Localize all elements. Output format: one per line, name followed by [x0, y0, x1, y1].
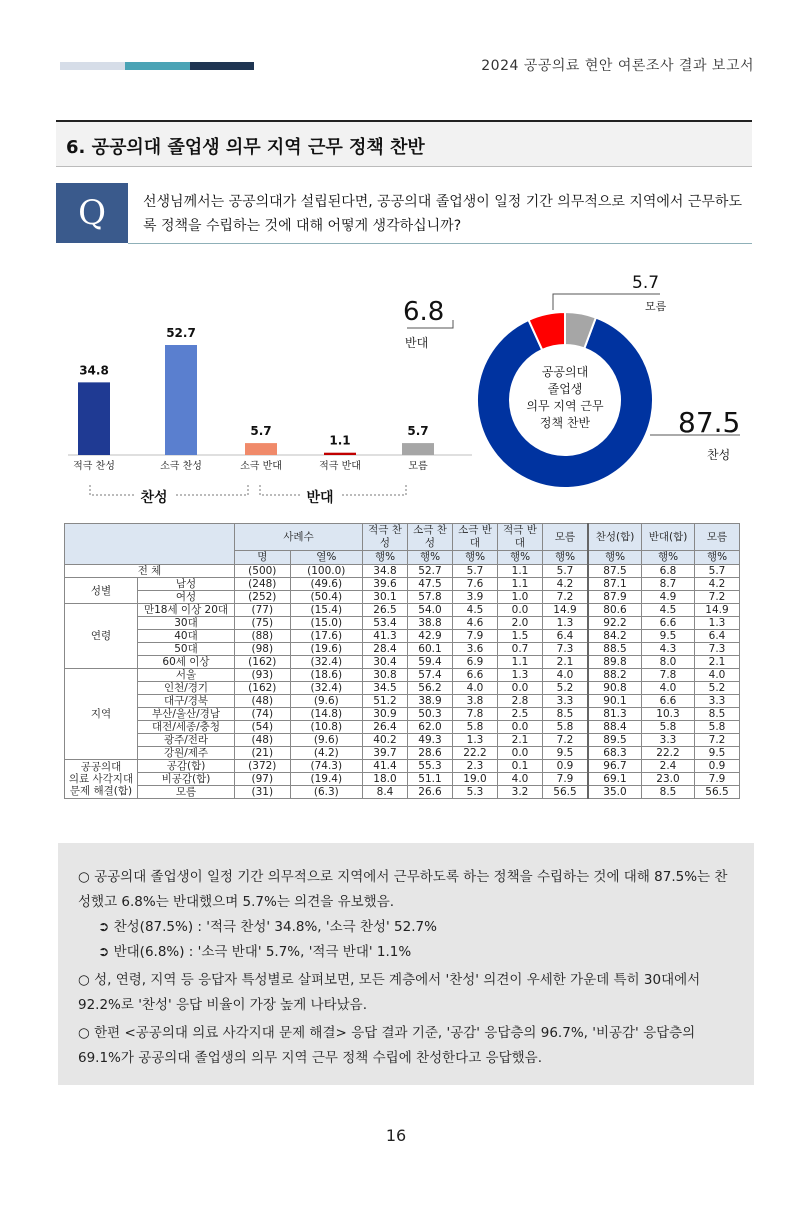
summary-p1-sub2: ➲ 반대(6.8%) : '소극 반대' 5.7%, '적극 반대' 1.1%	[98, 944, 412, 960]
row-label: 광주/전라	[138, 734, 235, 747]
cell-value: 39.6	[363, 578, 408, 591]
cell-n: (162)	[235, 656, 291, 669]
cell-value: 87.1	[588, 578, 642, 591]
cell-value: 5.8	[695, 721, 740, 734]
cell-n: (48)	[235, 734, 291, 747]
cell-pct: (6.3)	[290, 786, 362, 799]
table-row	[65, 591, 740, 604]
cell-value: 10.3	[642, 708, 695, 721]
cell-value: 22.2	[642, 747, 695, 760]
cell-n: (54)	[235, 721, 291, 734]
row-label: 남성	[138, 578, 235, 591]
unit-0: 명	[235, 551, 291, 565]
cell-value: 18.0	[363, 773, 408, 786]
cell-pct: (100.0)	[290, 565, 362, 578]
cell-value: 8.5	[642, 786, 695, 799]
cell-value: 92.2	[588, 617, 642, 630]
bar	[245, 443, 277, 455]
table-corner	[65, 524, 235, 565]
cell-value: 5.8	[453, 721, 498, 734]
cell-value: 26.5	[363, 604, 408, 617]
slice-label-favor: 찬성	[707, 448, 731, 462]
row-label: 50대	[138, 643, 235, 656]
cell-pct: (18.6)	[290, 669, 362, 682]
cell-value: 0.1	[498, 760, 543, 773]
cell-value: 53.4	[363, 617, 408, 630]
cell-pct: (4.2)	[290, 747, 362, 760]
bar-value-label: 5.7	[407, 424, 429, 439]
cell-value: 7.9	[453, 630, 498, 643]
cell-value: 59.4	[408, 656, 453, 669]
row-label: 60세 이상	[138, 656, 235, 669]
cell-value: 2.1	[695, 656, 740, 669]
cell-value: 87.9	[588, 591, 642, 604]
cell-value: 55.3	[408, 760, 453, 773]
results-table	[64, 523, 740, 799]
donut-center-label	[526, 364, 604, 430]
header-col-2: 소극 반대	[453, 524, 498, 551]
cell-n: (97)	[235, 773, 291, 786]
cell-n: (88)	[235, 630, 291, 643]
cell-value: 4.9	[642, 591, 695, 604]
slice-label-unknown: 모름	[645, 300, 667, 313]
unit-3: 행%	[408, 551, 453, 565]
table-row	[65, 604, 740, 617]
cell-n: (74)	[235, 708, 291, 721]
unit-2: 행%	[363, 551, 408, 565]
header-bar-light	[60, 62, 125, 70]
header-sample: 사례수	[235, 524, 363, 551]
cell-n: (500)	[235, 565, 291, 578]
cell-value: 0.0	[498, 682, 543, 695]
bar-category-label: 모름	[408, 461, 428, 472]
cell-value: 4.0	[695, 669, 740, 682]
cell-pct: (74.3)	[290, 760, 362, 773]
table-row	[65, 656, 740, 669]
table-row	[65, 747, 740, 760]
cell-value: 89.8	[588, 656, 642, 669]
cell-value: 60.1	[408, 643, 453, 656]
cell-value: 6.9	[453, 656, 498, 669]
cell-value: 4.0	[543, 669, 589, 682]
table-row	[65, 565, 740, 578]
cell-pct: (10.8)	[290, 721, 362, 734]
section-title-box	[56, 120, 752, 167]
header-col-5: 찬성(합)	[588, 524, 642, 551]
cell-value: 89.5	[588, 734, 642, 747]
row-group-line: 문제 해결(합)	[69, 785, 133, 797]
cell-value: 62.0	[408, 721, 453, 734]
table-row	[65, 721, 740, 734]
cell-value: 1.0	[498, 591, 543, 604]
cell-value: 0.0	[498, 604, 543, 617]
cell-value: 41.3	[363, 630, 408, 643]
cell-value: 1.3	[453, 734, 498, 747]
cell-value: 57.8	[408, 591, 453, 604]
cell-value: 87.5	[588, 565, 642, 578]
cell-pct: (32.4)	[290, 656, 362, 669]
slice-value-oppose: 6.8	[403, 297, 445, 327]
cell-value: 1.1	[498, 578, 543, 591]
cell-value: 1.1	[498, 656, 543, 669]
cell-value: 5.7	[453, 565, 498, 578]
cell-value: 1.3	[498, 669, 543, 682]
cell-value: 19.0	[453, 773, 498, 786]
cell-value: 0.7	[498, 643, 543, 656]
cell-value: 6.6	[642, 695, 695, 708]
bar-category-label: 적극 반대	[319, 461, 361, 472]
cell-value: 5.8	[543, 721, 589, 734]
cell-value: 28.6	[408, 747, 453, 760]
cell-value: 1.3	[543, 617, 589, 630]
header-col-1: 소극 찬성	[408, 524, 453, 551]
cell-value: 0.9	[543, 760, 589, 773]
cell-value: 88.5	[588, 643, 642, 656]
summary-box	[58, 843, 754, 1085]
cell-value: 2.8	[498, 695, 543, 708]
cell-value: 4.3	[642, 643, 695, 656]
unit-9: 행%	[695, 551, 740, 565]
cell-pct: (50.4)	[290, 591, 362, 604]
cell-value: 5.7	[695, 565, 740, 578]
cell-value: 28.4	[363, 643, 408, 656]
cell-value: 90.1	[588, 695, 642, 708]
row-label: 만18세 이상 20대	[138, 604, 235, 617]
cell-n: (31)	[235, 786, 291, 799]
slice-label-oppose: 반대	[405, 336, 429, 350]
cell-value: 2.1	[498, 734, 543, 747]
cell-n: (252)	[235, 591, 291, 604]
unit-1: 열%	[290, 551, 362, 565]
cell-value: 9.5	[695, 747, 740, 760]
cell-value: 7.3	[695, 643, 740, 656]
cell-n: (75)	[235, 617, 291, 630]
cell-value: 4.2	[695, 578, 740, 591]
cell-value: 38.9	[408, 695, 453, 708]
slice-value-unknown: 5.7	[632, 273, 660, 293]
bar	[165, 345, 197, 455]
row-group: 지역	[65, 669, 138, 760]
cell-value: 22.2	[453, 747, 498, 760]
row-label: 대구/경북	[138, 695, 235, 708]
cell-value: 8.7	[642, 578, 695, 591]
bar-value-label: 5.7	[250, 424, 272, 439]
cell-value: 4.2	[543, 578, 589, 591]
cell-n: (21)	[235, 747, 291, 760]
cell-n: (372)	[235, 760, 291, 773]
row-label: 전 체	[65, 565, 235, 578]
row-label: 40대	[138, 630, 235, 643]
cell-value: 5.8	[642, 721, 695, 734]
cell-value: 4.0	[498, 773, 543, 786]
center-line-3: 의무 지역 근무	[526, 399, 604, 413]
row-group-line: 의료 사각지대	[68, 773, 134, 785]
cell-value: 56.2	[408, 682, 453, 695]
row-label: 공감(합)	[138, 760, 235, 773]
cell-value: 40.2	[363, 734, 408, 747]
cell-value: 88.4	[588, 721, 642, 734]
donut-chart	[395, 262, 755, 512]
cell-pct: (17.6)	[290, 630, 362, 643]
cell-value: 1.5	[498, 630, 543, 643]
cell-value: 49.3	[408, 734, 453, 747]
cell-value: 2.3	[453, 760, 498, 773]
cell-value: 4.0	[642, 682, 695, 695]
header-col-7: 모름	[695, 524, 740, 551]
bar-category-label: 소극 반대	[240, 461, 282, 472]
cell-value: 42.9	[408, 630, 453, 643]
cell-value: 57.4	[408, 669, 453, 682]
bar	[324, 453, 356, 455]
cell-value: 7.8	[642, 669, 695, 682]
cell-n: (98)	[235, 643, 291, 656]
cell-value: 51.2	[363, 695, 408, 708]
cell-value: 3.6	[453, 643, 498, 656]
row-group: 성별	[65, 578, 138, 604]
cell-value: 3.8	[453, 695, 498, 708]
cell-value: 3.3	[642, 734, 695, 747]
cell-value: 14.9	[543, 604, 589, 617]
row-label: 비공감(합)	[138, 773, 235, 786]
table-row	[65, 773, 740, 786]
cell-n: (93)	[235, 669, 291, 682]
bar-value-label: 1.1	[329, 433, 351, 448]
cell-value: 80.6	[588, 604, 642, 617]
question-badge: Q	[56, 183, 128, 243]
cell-value: 2.1	[543, 656, 589, 669]
row-group: 연령	[65, 604, 138, 669]
table-row	[65, 708, 740, 721]
cell-value: 5.7	[543, 565, 589, 578]
cell-n: (77)	[235, 604, 291, 617]
summary-p3: ○ 한편 <공공의대 의료 사각지대 문제 해결> 응답 결과 기준, '공감' 응답층의 96.7%, '비공감' 응답층의 69.1%가 공공의대 졸업생의 의무 지역 근무 정책 수립에 찬성한다고 응답했음.	[78, 1025, 696, 1066]
cell-value: 4.5	[642, 604, 695, 617]
unit-4: 행%	[453, 551, 498, 565]
row-label: 강원/제주	[138, 747, 235, 760]
group-label-favor: 찬성	[140, 490, 168, 506]
cell-value: 7.2	[695, 591, 740, 604]
cell-value: 2.4	[642, 760, 695, 773]
table-row	[65, 630, 740, 643]
cell-value: 8.5	[695, 708, 740, 721]
cell-value: 3.9	[453, 591, 498, 604]
cell-n: (162)	[235, 682, 291, 695]
row-label: 부산/울산/경남	[138, 708, 235, 721]
cell-value: 34.5	[363, 682, 408, 695]
cell-value: 7.9	[543, 773, 589, 786]
cell-value: 56.5	[695, 786, 740, 799]
cell-value: 39.7	[363, 747, 408, 760]
cell-value: 14.9	[695, 604, 740, 617]
summary-p2: ○ 성, 연령, 지역 등 응답자 특성별로 살펴보면, 모든 계층에서 '찬성' 의견이 우세한 가운데 특히 30대에서 92.2%로 '찬성' 응답 비율이 가장 높게 나타났음.	[78, 972, 701, 1013]
slice-value-favor: 87.5	[678, 406, 741, 439]
cell-value: 9.5	[642, 630, 695, 643]
cell-value: 7.2	[543, 591, 589, 604]
table-row	[65, 786, 740, 799]
summary-p1-sub1: ➲ 찬성(87.5%) : '적극 찬성' 34.8%, '소극 찬성' 52.7%	[98, 919, 437, 935]
table-row	[65, 578, 740, 591]
cell-value: 30.4	[363, 656, 408, 669]
cell-value: 6.6	[453, 669, 498, 682]
cell-value: 6.6	[642, 617, 695, 630]
center-line-2: 졸업생	[547, 382, 583, 396]
cell-value: 41.4	[363, 760, 408, 773]
question-text: 선생님께서는 공공의대가 설립된다면, 공공의대 졸업생이 일정 기간 의무적으로 지역에서 근무하도록 정책을 수립하는 것에 대해 어떻게 생각하십니까?	[143, 194, 742, 234]
question-underline	[128, 243, 752, 244]
row-label: 30대	[138, 617, 235, 630]
cell-value: 54.0	[408, 604, 453, 617]
cell-pct: (49.6)	[290, 578, 362, 591]
cell-value: 1.1	[498, 565, 543, 578]
table-row	[65, 695, 740, 708]
header-col-3: 적극 반대	[498, 524, 543, 551]
table-row	[65, 669, 740, 682]
header-bar-navy	[190, 62, 254, 70]
cell-value: 26.6	[408, 786, 453, 799]
cell-pct: (9.6)	[290, 734, 362, 747]
cell-value: 81.3	[588, 708, 642, 721]
cell-value: 0.0	[498, 721, 543, 734]
cell-value: 8.4	[363, 786, 408, 799]
center-line-4: 정책 찬반	[539, 416, 591, 430]
cell-value: 3.3	[543, 695, 589, 708]
unit-6: 행%	[543, 551, 589, 565]
cell-value: 84.2	[588, 630, 642, 643]
row-label: 모름	[138, 786, 235, 799]
cell-value: 7.3	[543, 643, 589, 656]
section-title: 6. 공공의대 졸업생 의무 지역 근무 정책 찬반	[66, 137, 425, 158]
bar	[78, 382, 110, 455]
table-row	[65, 617, 740, 630]
row-group-line: 공공의대	[80, 761, 122, 773]
cell-value: 7.6	[453, 578, 498, 591]
cell-value: 90.8	[588, 682, 642, 695]
page-number: 16	[385, 1126, 407, 1145]
cell-pct: (15.0)	[290, 617, 362, 630]
cell-pct: (15.4)	[290, 604, 362, 617]
cell-value: 68.3	[588, 747, 642, 760]
cell-n: (248)	[235, 578, 291, 591]
cell-value: 1.3	[695, 617, 740, 630]
cell-value: 7.9	[695, 773, 740, 786]
cell-pct: (19.4)	[290, 773, 362, 786]
cell-value: 0.9	[695, 760, 740, 773]
cell-value: 30.8	[363, 669, 408, 682]
cell-value: 6.8	[642, 565, 695, 578]
cell-value: 35.0	[588, 786, 642, 799]
cell-value: 34.8	[363, 565, 408, 578]
cell-value: 2.5	[498, 708, 543, 721]
cell-n: (48)	[235, 695, 291, 708]
bar-category-label: 적극 찬성	[73, 461, 115, 472]
cell-value: 8.0	[642, 656, 695, 669]
cell-value: 47.5	[408, 578, 453, 591]
cell-value: 26.4	[363, 721, 408, 734]
unit-7: 행%	[588, 551, 642, 565]
cell-pct: (14.8)	[290, 708, 362, 721]
table-row	[65, 643, 740, 656]
summary-p1: ○ 공공의대 졸업생이 일정 기간 의무적으로 지역에서 근무하도록 하는 정책을 수립하는 것에 대해 87.5%는 찬성했고 6.8%는 반대했으며 5.7%는 의견을 유보했음.	[78, 869, 728, 910]
cell-value: 5.3	[453, 786, 498, 799]
cell-value: 7.2	[695, 734, 740, 747]
cell-value: 5.2	[543, 682, 589, 695]
cell-value: 50.3	[408, 708, 453, 721]
header-col-0: 적극 찬성	[363, 524, 408, 551]
cell-value: 7.8	[453, 708, 498, 721]
cell-value: 52.7	[408, 565, 453, 578]
center-line-1: 공공의대	[541, 365, 589, 379]
table-row	[65, 760, 740, 773]
callout-line-unknown	[553, 294, 660, 310]
cell-value: 30.9	[363, 708, 408, 721]
table-row	[65, 682, 740, 695]
header-col-4: 모름	[543, 524, 589, 551]
cell-value: 51.1	[408, 773, 453, 786]
cell-value: 3.3	[695, 695, 740, 708]
cell-value: 3.2	[498, 786, 543, 799]
row-label: 인천/경기	[138, 682, 235, 695]
cell-value: 4.0	[453, 682, 498, 695]
cell-value: 6.4	[695, 630, 740, 643]
group-label-oppose: 반대	[306, 490, 334, 506]
cell-value: 56.5	[543, 786, 589, 799]
cell-value: 96.7	[588, 760, 642, 773]
row-group	[65, 760, 138, 799]
cell-value: 5.2	[695, 682, 740, 695]
cell-value: 7.2	[543, 734, 589, 747]
header-col-6: 반대(합)	[642, 524, 695, 551]
cell-value: 8.5	[543, 708, 589, 721]
row-label: 서울	[138, 669, 235, 682]
cell-value: 0.0	[498, 747, 543, 760]
unit-5: 행%	[498, 551, 543, 565]
bar-category-label: 소극 찬성	[160, 461, 202, 472]
header-bar-teal	[125, 62, 190, 70]
cell-value: 30.1	[363, 591, 408, 604]
cell-pct: (32.4)	[290, 682, 362, 695]
unit-8: 행%	[642, 551, 695, 565]
cell-value: 9.5	[543, 747, 589, 760]
table-row	[65, 734, 740, 747]
cell-value: 2.0	[498, 617, 543, 630]
cell-pct: (9.6)	[290, 695, 362, 708]
cell-value: 38.8	[408, 617, 453, 630]
cell-pct: (19.6)	[290, 643, 362, 656]
row-label: 대전/세종/충청	[138, 721, 235, 734]
cell-value: 6.4	[543, 630, 589, 643]
cell-value: 88.2	[588, 669, 642, 682]
cell-value: 69.1	[588, 773, 642, 786]
cell-value: 23.0	[642, 773, 695, 786]
cell-value: 4.6	[453, 617, 498, 630]
cell-value: 4.5	[453, 604, 498, 617]
bar-value-label: 52.7	[166, 326, 196, 340]
report-title: 2024 공공의료 현안 여론조사 결과 보고서	[481, 58, 754, 74]
row-label: 여성	[138, 591, 235, 604]
bar-value-label: 34.8	[79, 363, 109, 378]
